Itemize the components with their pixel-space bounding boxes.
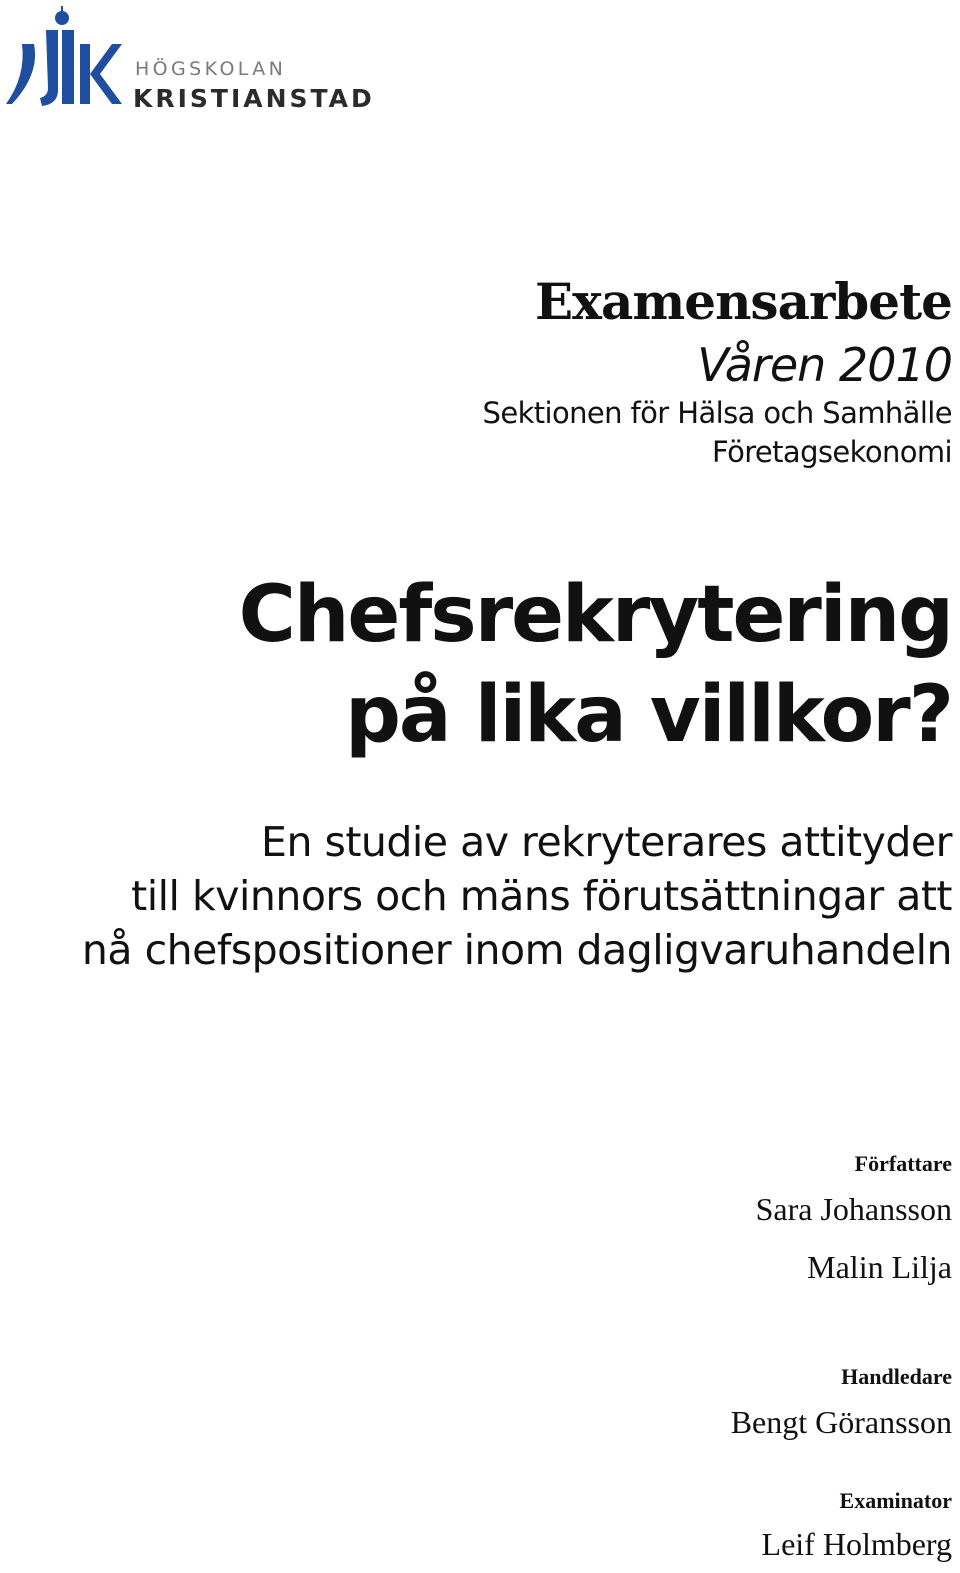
subtitle-line-1: En studie av rekryterares attityder [261, 818, 952, 866]
logo-text-kristianstad: KRISTIANSTAD [133, 84, 375, 113]
document-type: Examensarbete [535, 272, 952, 331]
author-name: Sara Johansson [755, 1191, 952, 1227]
university-logo [4, 4, 384, 112]
examiner-name: Leif Holmberg [761, 1526, 952, 1562]
title-line-2: på lika villkor? [345, 670, 952, 760]
subtitle-line-2: till kvinnors och mäns förutsättningar att [131, 872, 952, 920]
section: Sektionen för Hälsa och Samhälle [482, 396, 952, 430]
supervisor-label: Handledare [841, 1364, 952, 1389]
supervisor-name: Bengt Göransson [730, 1404, 952, 1440]
authors-label: Författare [854, 1151, 952, 1176]
examiner-label: Examinator [839, 1488, 952, 1513]
university-logo-icon [4, 4, 124, 112]
term: Våren 2010 [697, 338, 952, 392]
subject: Företagsekonomi [712, 435, 952, 469]
title-line-1: Chefsrekrytering [238, 570, 952, 660]
logo-text-hogskolan: HÖGSKOLAN [135, 58, 287, 80]
author-name: Malin Lilja [807, 1249, 952, 1285]
subtitle-line-3: nå chefspositioner inom dagligvaruhandeln [81, 926, 952, 974]
